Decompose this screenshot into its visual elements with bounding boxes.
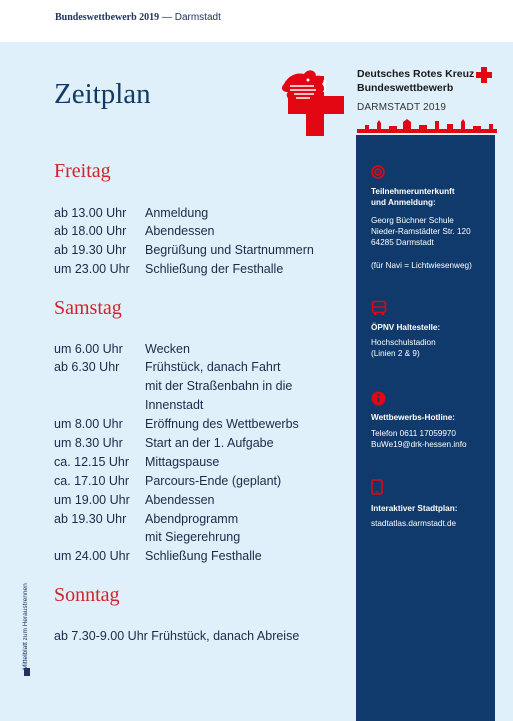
logo-line-1: Deutsches Rotes Kreuz [357, 68, 475, 80]
row-activity: mit der Straßenbahn in die [145, 379, 293, 393]
transit-heading: ÖPNV Haltestelle: [371, 323, 441, 332]
row-activity: Begrüßung und Startnummern [145, 243, 314, 257]
header-bar [0, 0, 513, 42]
accommodation-line: Georg Büchner Schule [371, 216, 454, 225]
transit-line: (Linien 2 & 9) [371, 349, 420, 358]
row-time: um 8.00 Uhr [54, 417, 123, 431]
info-icon [371, 391, 386, 406]
row-time: um 19.00 Uhr [54, 493, 130, 507]
row-time: ca. 17.10 Uhr [54, 474, 130, 488]
row-time: ab 6.30 Uhr [54, 360, 120, 374]
row-activity: Schließung Festhalle [145, 549, 262, 563]
row-activity: ab 7.30-9.00 Uhr Frühstück, danach Abreise [54, 629, 300, 643]
hessen-lion-cross-icon [278, 62, 354, 136]
header-event: Bundeswettbewerb 2019 [55, 12, 160, 23]
day-heading-freitag: Freitag [54, 160, 111, 182]
bus-icon [371, 300, 387, 316]
running-header [55, 12, 221, 23]
accommodation-line: (für Navi = Lichtwiesenweg) [371, 261, 472, 270]
row-time: ab 19.30 Uhr [54, 512, 127, 526]
row-time: um 24.00 Uhr [54, 549, 130, 563]
row-time: ca. 12.15 Uhr [54, 455, 130, 469]
page-title: Zeitplan [54, 78, 151, 110]
accommodation-heading: Teilnehmerunterkunft [371, 187, 455, 196]
header-separator: — [159, 12, 175, 23]
row-activity: Parcours-Ende (geplant) [145, 474, 282, 488]
hotline-email[interactable]: BuWe19@drk-hessen.info [371, 440, 467, 449]
row-time: um 8.30 Uhr [54, 436, 123, 450]
target-icon [371, 165, 385, 179]
day-heading-samstag: Samstag [54, 297, 122, 319]
row-activity: Wecken [145, 342, 190, 356]
row-activity: Innenstadt [145, 398, 204, 412]
row-activity: Eröffnung des Wettbewerbs [145, 417, 299, 431]
row-activity: Anmeldung [145, 206, 209, 220]
side-note [22, 560, 36, 680]
row-activity: mit Siegerehrung [145, 530, 241, 544]
row-time: um 6.00 Uhr [54, 342, 123, 356]
row-time: ab 18.00 Uhr [54, 224, 127, 238]
logo-line-2: Bundeswettbewerb [357, 82, 454, 94]
side-note-text: Mittelblatt zum Heraustrennen [22, 583, 29, 670]
row-time: ab 19.30 Uhr [54, 243, 127, 257]
smartphone-icon [371, 479, 383, 495]
citymap-link[interactable]: stadtatlas.darmstadt.de [371, 519, 457, 528]
row-time: um 23.00 Uhr [54, 262, 130, 276]
hotline-heading: Wettbewerbs-Hotline: [371, 413, 456, 422]
row-activity: Abendprogramm [145, 512, 239, 526]
logo-city: DARMSTADT 2019 [357, 102, 447, 113]
row-activity: Start an der 1. Aufgabe [145, 436, 274, 450]
drk-logo [278, 62, 496, 137]
row-activity: Abendessen [145, 493, 215, 507]
row-activity: Mittagspause [145, 455, 220, 469]
accommodation-heading-2: und Anmeldung: [371, 198, 436, 207]
red-cross-icon [476, 67, 492, 83]
header-city: Darmstadt [174, 12, 221, 23]
hotline-phone: Telefon 0611 17059970 [371, 429, 456, 438]
row-activity: Schließung der Festhalle [145, 262, 284, 276]
day-heading-sonntag: Sonntag [54, 584, 120, 606]
skyline-icon [357, 119, 497, 133]
accommodation-line: 64285 Darmstadt [371, 238, 434, 247]
row-time: ab 13.00 Uhr [54, 206, 127, 220]
row-activity: Frühstück, danach Fahrt [145, 360, 281, 374]
accommodation-line: Nieder-Ramstädter Str. 120 [371, 227, 471, 236]
citymap-heading: Interaktiver Stadtplan: [371, 504, 458, 513]
row-activity: Abendessen [145, 224, 215, 238]
transit-line: Hochschulstadion [371, 338, 436, 347]
